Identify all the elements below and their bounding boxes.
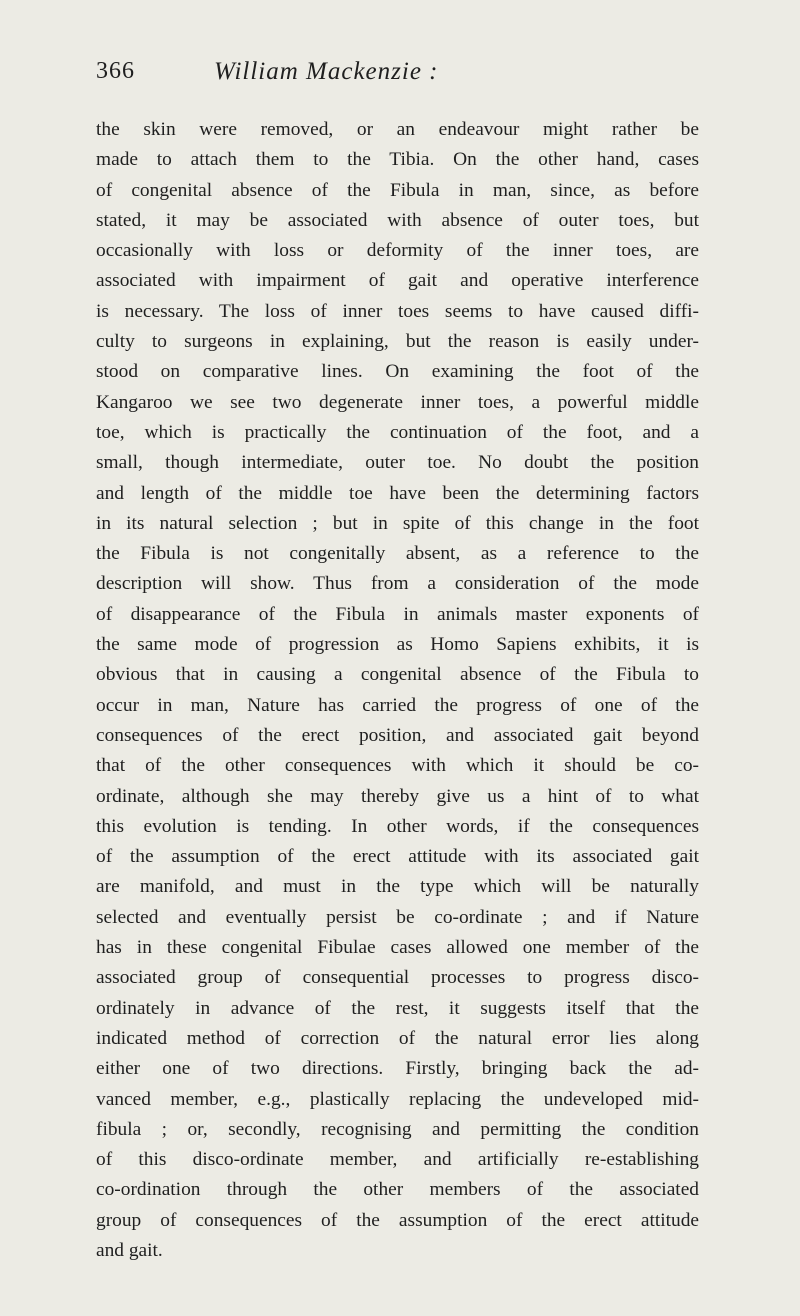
running-head — [96, 58, 696, 98]
text-line: fibula ; or, secondly, recognising and permitting the condition — [96, 1118, 699, 1140]
text-line: of this disco-ordinate member, and artificially re-establishing — [96, 1149, 699, 1171]
text-line: consequences of the erect position, and associated gait beyond — [96, 724, 699, 746]
text-line: stood on comparative lines. On examining the foot of the — [96, 361, 699, 383]
text-line: vanced member, e.g., plastically replacing the undeveloped mid- — [96, 1088, 699, 1110]
text-line: co-ordination through the other members of the associated — [96, 1179, 699, 1201]
text-line: obvious that in causing a congenital absence of the Fibula to — [96, 664, 699, 686]
text-line: associated group of consequential processes to progress disco- — [96, 967, 699, 989]
text-line: the Fibula is not congenitally absent, as a reference to the — [96, 543, 699, 565]
text-line: the skin were removed, or an endeavour might rather be — [96, 119, 699, 140]
text-line: the same mode of progression as Homo Sapiens exhibits, it is — [96, 634, 699, 656]
text-line: occasionally with loss or deformity of the inner toes, are — [96, 240, 699, 262]
text-line: group of consequences of the assumption of the erect attitude — [96, 1209, 699, 1231]
text-line: stated, it may be associated with absence of outer toes, but — [96, 209, 699, 231]
text-line: ordinately in advance of the rest, it suggests itself that the — [96, 997, 699, 1019]
text-line: and length of the middle toe have been the determining factors — [96, 482, 699, 504]
text-line: of the assumption of the erect attitude with its associated gait — [96, 846, 699, 868]
text-line: either one of two directions. Firstly, bringing back the ad- — [96, 1058, 699, 1080]
text-line: associated with impairment of gait and operative interference — [96, 270, 699, 292]
text-line: made to attach them to the Tibia. On the other hand, cases — [96, 149, 699, 171]
text-line: occur in man, Nature has carried the progress of one of the — [96, 694, 699, 716]
text-line: toe, which is practically the continuation of the foot, and a — [96, 421, 699, 443]
text-line: culty to surgeons in explaining, but the reason is easily under- — [96, 331, 699, 353]
text-line: of congenital absence of the Fibula in man, since, as before — [96, 179, 699, 201]
text-line: that of the other consequences with which it should be co- — [96, 755, 699, 777]
running-title: William Mackenzie : — [214, 58, 439, 85]
body-paragraph — [96, 115, 699, 1266]
text-line: description will show. Thus from a consideration of the mode — [96, 573, 699, 595]
text-line: this evolution is tending. In other words, if the consequences — [96, 815, 699, 837]
text-line: are manifold, and must in the type which will be naturally — [96, 876, 699, 898]
page-number: 366 — [96, 58, 135, 84]
text-line: indicated method of correction of the natural error lies along — [96, 1027, 699, 1049]
text-line: of disappearance of the Fibula in animals master exponents of — [96, 603, 699, 625]
text-line: and gait. — [96, 1239, 163, 1261]
text-line: small, though intermediate, outer toe. No doubt the position — [96, 452, 699, 474]
text-line: ordinate, although she may thereby give us a hint of to what — [96, 785, 699, 807]
text-line: has in these congenital Fibulae cases allowed one member of the — [96, 937, 699, 959]
text-line: Kangaroo we see two degenerate inner toes, a powerful middle — [96, 391, 699, 413]
text-line: in its natural selection ; but in spite of this change in the foot — [96, 512, 699, 534]
text-line: is necessary. The loss of inner toes seems to have caused diffi- — [96, 300, 699, 322]
text-line: selected and eventually persist be co-ordinate ; and if Nature — [96, 906, 699, 928]
